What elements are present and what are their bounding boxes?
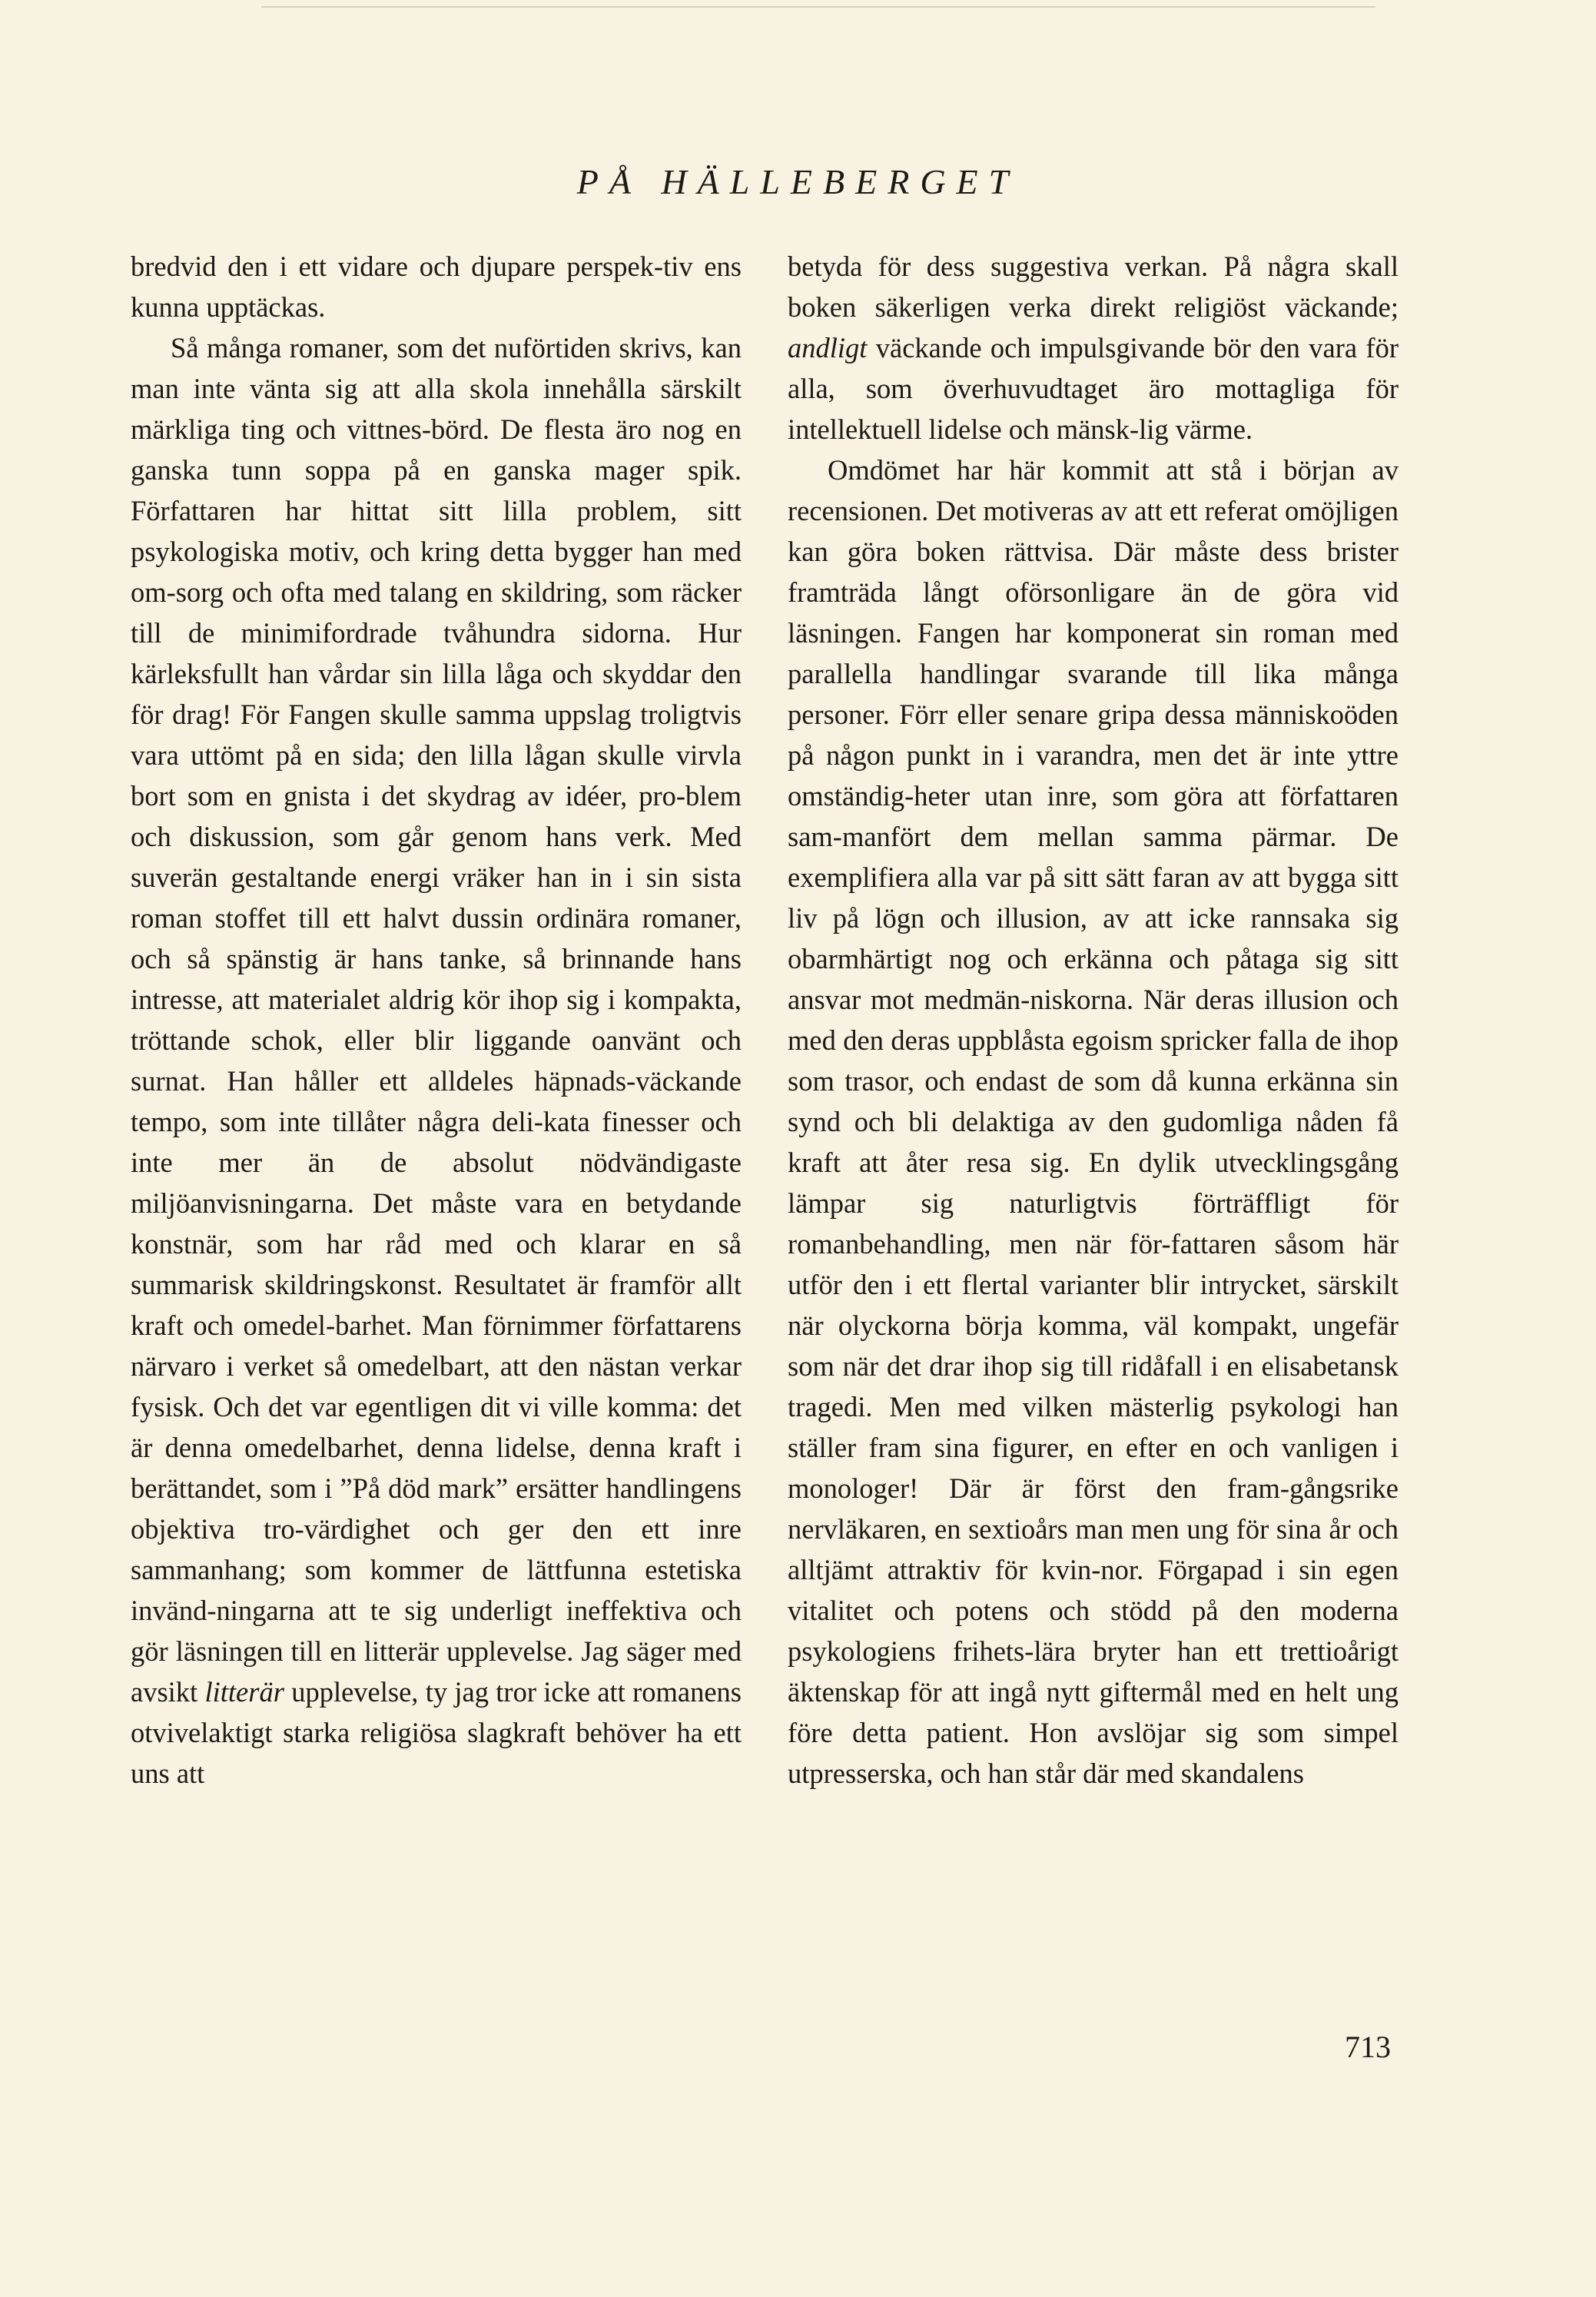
right-paragraph-2: Omdömet har här kommit att stå i början av recensionen. Det motiveras av att ett referat omöjligen kan göra boken rättvisa. Där måste dess brister framträda långt oförsonligare än de göra vid läsningen. Fangen har komponerat sin roman med parallella handlingar svarande till lika många personer. Förr eller senare gripa dessa människoöden på någon punkt in i varandra, men det är inte yttre omständig-heter utan inre, som göra att författaren sam-manfört dem mellan samma pärmar. De exemplifiera alla var på sitt sätt faran av att bygga sitt liv på lögn och illusion, av att icke rannsaka sig obarmhärtigt nog och erkänna och påtaga sig sitt ansvar mot medmän-niskorna. När deras illusion och med den deras uppblåsta egoism spricker falla de ihop som trasor, och endast de som då kunna erkänna sin synd och bli delaktiga av den gudomliga nåden få kraft att åter resa sig. En dylik utvecklingsgång lämpar sig naturligtvis förträffligt för romanbehandling, men när för-fattaren såsom här utför den i ett flertal varianter blir intrycket, särskilt när olyckorna börja komma, väl kompakt, ungefär som när det drar ihop sig till ridåfall i en elisabetansk tragedi. Men med vilken mästerlig psykologi han ställer fram sina figurer, en efter en och vanligen i monologer! Där är först den fram-gångsrike nervläkaren, en sextioårs man men ung för sina år och alltjämt attraktiv för kvin-nor. Förgapad i sin egen vitalitet och potens och stödd på den moderna psykologiens frihets-lära bryter han ett trettioårigt äktenskap för att ingå nytt giftermål med en helt ung före detta patient. Hon avslöjar sig som simpel utpresserska, och han står där med skandalens	[788, 454, 1399, 1789]
left-paragraph-2-text: Så många romaner, som det nuförtiden skrivs, kan man inte vänta sig att alla skola innehålla särskilt märkliga ting och vittnes-börd. De flesta äro nog en ganska tunn soppa på en ganska mager spik. Författaren har hittat sitt lilla problem, sitt psykologiska motiv, och kring detta bygger han med om-sorg och ofta med talang en skildring, som räcker till de minimifordrade tvåhundra sidorna. Hur kärleksfullt han vårdar sin lilla låga och skyddar den för drag! För Fangen skulle samma uppslag troligtvis vara uttömt på en sida; den lilla lågan skulle virvla bort som en gnista i det skydrag av idéer, pro-blem och diskussion, som går genom hans verk. Med suverän gestaltande energi vräker han in i sin sista roman stoffet till ett halvt dussin ordinära romaner, och så spänstig är hans tanke, så brinnande hans intresse, att materialet aldrig kör ihop sig i kompakta, tröttande schok, eller blir liggande oanvänt och surnat. Han håller ett alldeles häpnads-väckande tempo, som inte tillåter några deli-kata finesser och inte mer än de absolut nödvändigaste miljöanvisningarna. Det måste vara en betydande konstnär, som har råd med och klarar en så summarisk skildringskonst. Resultatet är framför allt kraft och omedel-barhet. Man förnimmer författarens närvaro i verket så omedelbart, att den nästan verkar fysisk. Och det var egentligen dit vi ville komma: det är denna omedelbarhet, denna lidelse, denna kraft i berättandet, som i ”På död mark” ersätter handlingens objektiva tro-värdighet och ger den ett inre sammanhang; som kommer de lättfunna estetiska invänd-ningarna att te sig underligt ineffektiva och gör läsningen till en litterär upplevelse. Jag säger med avsikt	[131, 332, 742, 1708]
right-column	[788, 246, 1399, 1794]
left-paragraph-1: bredvid den i ett vidare och djupare perspek-tiv ens kunna upptäckas.	[131, 251, 742, 323]
left-paragraph-2	[131, 327, 742, 1794]
left-paragraph-2-italic: litterär	[204, 1676, 284, 1708]
left-paragraph-2-end: upplevelse, ty jag tror icke att romanens otvivelaktigt starka religiösa slagkraft behöver ha ett uns att	[131, 1676, 742, 1789]
left-column	[131, 246, 742, 1794]
right-paragraph-1-italic: andligt	[788, 332, 868, 363]
top-rule	[261, 6, 1375, 8]
right-paragraph-1-start: betyda för dess suggestiva verkan. På några skall boken säkerligen verka direkt religiöst väckande;	[788, 251, 1399, 323]
right-paragraph-1	[788, 246, 1399, 450]
page-number: 713	[1345, 2030, 1391, 2064]
right-paragraph-1-end: väckande och impulsgivande bör den vara för alla, som överhuvudtaget äro mottagliga för intellektuell lidelse och mänsk-lig värme.	[788, 332, 1399, 445]
running-head: PÅ HÄLLEBERGET	[576, 162, 1020, 201]
